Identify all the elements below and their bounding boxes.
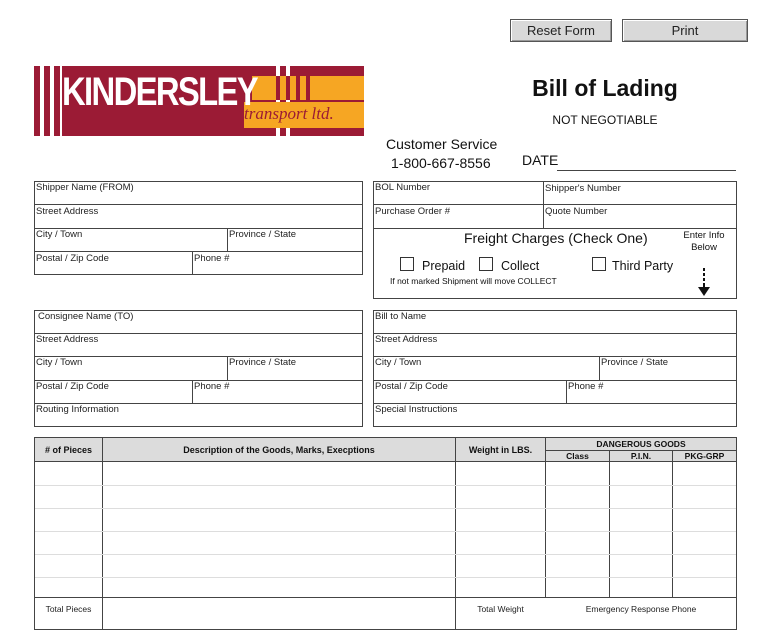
consignee-phone-field[interactable]: Phone #: [194, 381, 230, 392]
collect-note: If not marked Shipment will move COLLECT: [390, 276, 557, 286]
bill-to-phone-field[interactable]: Phone #: [568, 381, 604, 392]
quote-number-field[interactable]: Quote Number: [545, 206, 608, 217]
shippers-number-field[interactable]: Shipper's Number: [545, 183, 621, 194]
bill-to-name-field[interactable]: Bill to Name: [375, 311, 427, 322]
col-pin-header: P.I.N.: [630, 451, 652, 461]
special-instructions-field[interactable]: Special Instructions: [375, 404, 458, 415]
bill-to-city-field[interactable]: City / Town: [375, 357, 422, 368]
consignee-city-field[interactable]: City / Town: [36, 357, 83, 368]
document-title: Bill of Lading: [532, 75, 678, 101]
col-pieces-header: # of Pieces: [44, 445, 93, 455]
print-button[interactable]: Print: [622, 19, 748, 42]
company-logo: [34, 66, 364, 136]
consignee-street-field[interactable]: Street Address: [36, 334, 99, 345]
emergency-phone-field[interactable]: Emergency Response Phone: [585, 604, 697, 614]
col-weight-header: Weight in LBS.: [468, 445, 533, 455]
reset-form-button[interactable]: Reset Form: [510, 19, 612, 42]
prepaid-label: Prepaid: [422, 259, 466, 273]
shipper-phone-field[interactable]: Phone #: [194, 253, 230, 264]
consignee-name-field[interactable]: Consignee Name (TO): [38, 311, 134, 322]
bill-to-province-field[interactable]: Province / State: [601, 357, 669, 368]
col-class-header: Class: [566, 451, 589, 461]
third-party-checkbox[interactable]: [592, 257, 606, 271]
arrow-down-icon: [696, 268, 712, 303]
third-party-label: Third Party: [612, 259, 674, 273]
shipper-postal-field[interactable]: Postal / Zip Code: [36, 253, 109, 264]
description-input-area[interactable]: [103, 462, 455, 597]
weight-input-area[interactable]: [456, 462, 545, 597]
bol-number-field[interactable]: BOL Number: [375, 182, 431, 193]
shipper-province-field[interactable]: Province / State: [229, 229, 297, 240]
bill-to-street-field[interactable]: Street Address: [375, 334, 438, 345]
dangerous-goods-header: DANGEROUS GOODS: [596, 439, 686, 449]
date-label: DATE: [522, 152, 559, 168]
consignee-province-field[interactable]: Province / State: [229, 357, 297, 368]
customer-service-label: Customer Service: [386, 136, 498, 152]
routing-info-field[interactable]: Routing Information: [36, 404, 119, 415]
col-description-header: Description of the Goods, Marks, Execptions: [183, 445, 375, 455]
enter-info-label: Enter Info Below: [683, 230, 725, 253]
shipper-name-field[interactable]: Shipper Name (FROM): [36, 182, 134, 193]
shipper-street-field[interactable]: Street Address: [36, 206, 99, 217]
not-negotiable-label: NOT NEGOTIABLE: [552, 113, 658, 127]
collect-label: Collect: [501, 259, 540, 273]
logo-brand-text: KINDERSLEY: [62, 70, 258, 114]
customer-service-phone: 1-800-667-8556: [391, 155, 491, 171]
consignee-postal-field[interactable]: Postal / Zip Code: [36, 381, 109, 392]
total-pieces-field[interactable]: Total Pieces: [45, 604, 92, 614]
collect-checkbox[interactable]: [479, 257, 493, 271]
purchase-order-field[interactable]: Purchase Order #: [375, 206, 450, 217]
total-weight-field[interactable]: Total Weight: [477, 604, 524, 614]
pieces-input-area[interactable]: [35, 462, 102, 597]
col-pkg-header: PKG-GRP: [684, 451, 725, 461]
prepaid-checkbox[interactable]: [400, 257, 414, 271]
freight-charges-title: Freight Charges (Check One): [464, 230, 648, 246]
bill-to-postal-field[interactable]: Postal / Zip Code: [375, 381, 448, 392]
date-field[interactable]: [557, 170, 736, 171]
logo-sub-text: transport ltd.: [244, 104, 334, 123]
shipper-city-field[interactable]: City / Town: [36, 229, 83, 240]
